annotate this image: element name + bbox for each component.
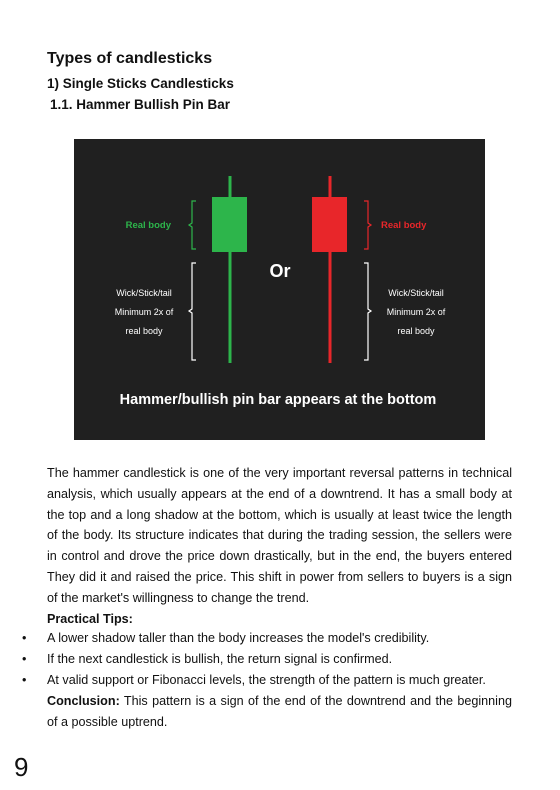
hammer-candlestick-figure: [74, 139, 485, 440]
body-paragraph: The hammer candlestick is one of the very important reversal patterns in technical analysis, which usually appears at the end of a downtrend. It has a small body at the top and a long shadow at the bottom, which is usually at least twice the length of the body. Its structure indicates that during the trading session, the sellers were in control and drove the price down drastically, but in the end, the buyers entered They did it and raised the price. This shift in power from sellers to buyers is a sign of the market's willingness to change the trend.: [47, 466, 512, 605]
tips-label: Practical Tips:: [47, 611, 133, 626]
left-wick-line-3: real body: [125, 326, 163, 336]
green-candle-body: [212, 197, 247, 252]
list-item: • A lower shadow taller than the body increases the model's credibility.: [47, 628, 512, 649]
section-heading: 1) Single Sticks Candlesticks: [47, 76, 234, 91]
list-item: • If the next candlestick is bullish, the return signal is confirmed.: [47, 649, 512, 670]
red-candle-body: [312, 197, 347, 252]
figure-caption: Hammer/bullish pin bar appears at the bottom: [119, 392, 437, 408]
subsection-heading: 1.1. Hammer Bullish Pin Bar: [50, 97, 231, 112]
conclusion: [47, 691, 512, 733]
list-item: • At valid support or Fibonacci levels, the strength of the pattern is much greater.: [47, 670, 512, 691]
bullet-icon: •: [22, 651, 27, 666]
page-number: 9: [14, 752, 29, 782]
tips-list: [22, 628, 512, 690]
left-body-label: Real body: [125, 220, 171, 231]
body-text: [47, 463, 512, 629]
conclusion-label: Conclusion:: [47, 694, 120, 708]
left-wick-line-2: Minimum 2x of: [114, 307, 174, 317]
bullet-icon: •: [22, 631, 27, 645]
bullet-icon: •: [22, 672, 27, 687]
right-wick-line-3: real body: [397, 326, 435, 336]
page-title: Types of candlesticks: [47, 50, 213, 67]
right-wick-line-1: Wick/Stick/tail: [388, 288, 444, 298]
left-wick-line-1: Wick/Stick/tail: [116, 288, 172, 298]
or-label: Or: [269, 261, 291, 281]
right-body-label: Real body: [381, 220, 427, 231]
right-wick-line-2: Minimum 2x of: [386, 307, 446, 317]
conclusion-text: This pattern is a sign of the end of the downtrend and the beginning of a possible uptrend.: [47, 694, 512, 729]
